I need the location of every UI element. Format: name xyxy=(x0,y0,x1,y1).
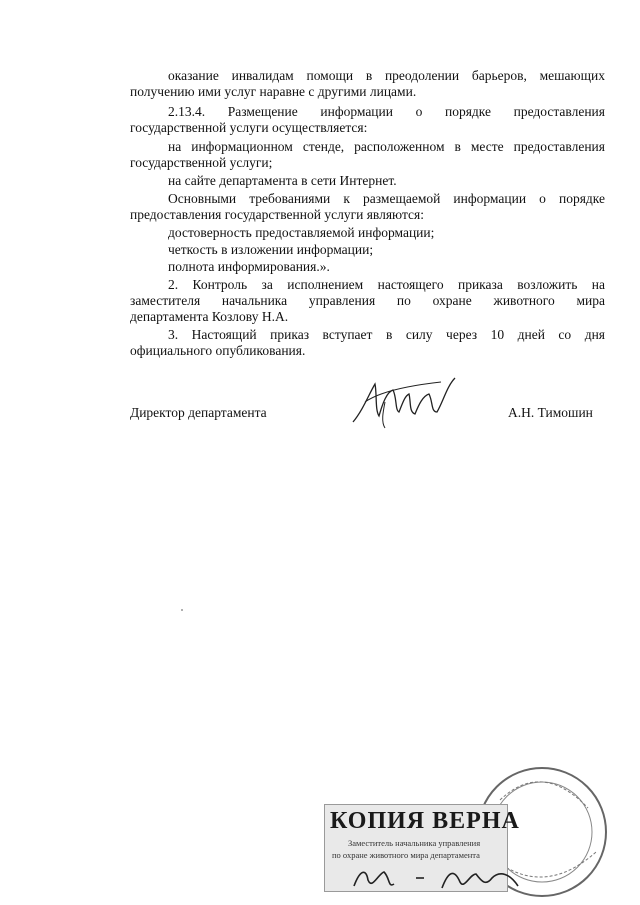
stamp-title: КОПИЯ ВЕРНА xyxy=(330,808,520,834)
copy-certification-stamp xyxy=(310,760,630,905)
text-line: на информационном стенде, расположенном в месте предоставления xyxy=(168,139,605,154)
text-line: заместителя начальника управления по охране животного мира xyxy=(130,293,605,308)
text-line: Основными требованиями к размещаемой информации о порядке xyxy=(168,191,605,206)
signer-position: Директор департамента xyxy=(130,405,267,420)
text-line: получению ими услуг наравне с другими лицами. xyxy=(130,84,417,99)
text-line: полнота информирования.». xyxy=(168,259,330,274)
stamp-handwriting xyxy=(350,860,540,896)
text-line: 3. Настоящий приказ вступает в силу через 10 дней со дня xyxy=(168,327,605,342)
stamp-line: Заместитель начальника управления xyxy=(348,838,481,848)
handwritten-signature xyxy=(345,372,465,432)
text-line: официального опубликования. xyxy=(130,343,306,358)
text-line: 2. Контроль за исполнением настоящего приказа возложить на xyxy=(168,277,605,292)
text-line: достоверность предоставляемой информации; xyxy=(168,225,435,240)
text-line: государственной услуги; xyxy=(130,155,273,170)
text-line: на сайте департамента в сети Интернет. xyxy=(168,173,397,188)
text-line: оказание инвалидам помощи в преодолении барьеров, мешающих xyxy=(168,68,605,83)
text-line: предоставления государственной услуги являются: xyxy=(130,207,424,222)
scan-speck xyxy=(181,609,183,611)
text-line: государственной услуги осуществляется: xyxy=(130,120,368,135)
text-line: четкость в изложении информации; xyxy=(168,242,374,257)
stamp-line: по охране животного мира департамента xyxy=(332,850,480,860)
text-line: департамента Козлову Н.А. xyxy=(130,309,289,324)
text-line: 2.13.4. Размещение информации о порядке предоставления xyxy=(168,104,605,119)
signer-name: А.Н. Тимошин xyxy=(508,405,593,420)
